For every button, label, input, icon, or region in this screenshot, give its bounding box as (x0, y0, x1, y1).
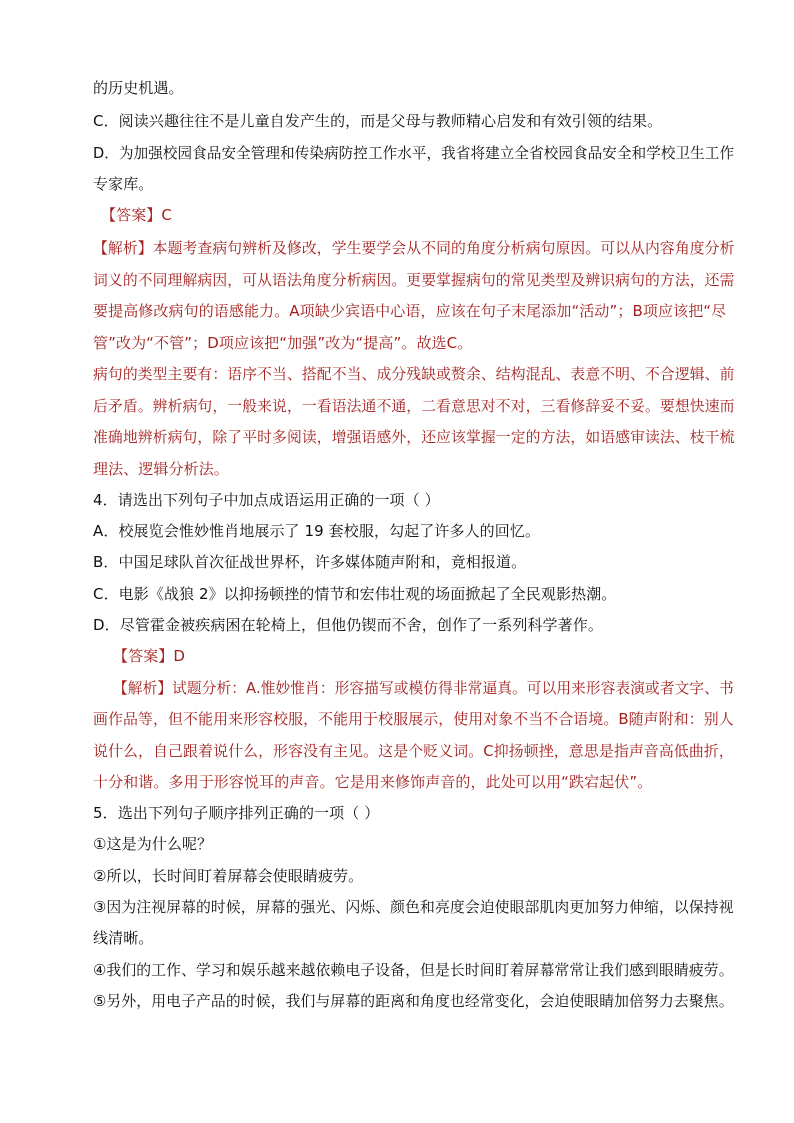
q3-analysis-line-5: 病句的类型主要有：语序不当、搭配不当、成分残缺或赘余、结构混乱、表意不明、不合逻辑、前 (93, 365, 735, 383)
q3-analysis-line-8: 理法、逻辑分析法。 (93, 460, 229, 478)
q4-analysis-line-1: 【解析】试题分析：A.惟妙惟肖：形容描写或模仿得非常逼真。可以用来形容表演或者文字、书 (113, 679, 734, 697)
answer-label: 【答案】 (101, 206, 162, 224)
q5-stem: 5．选出下列句子顺序排列正确的一项（ ） (93, 804, 380, 822)
q4-option-c: C．电影《战狼 2》以抑扬顿挫的情节和宏伟壮观的场面掀起了全民观影热潮。 (93, 585, 617, 603)
q4-analysis-line-4: 十分和谐。多用于形容悦耳的声音。它是用来修饰声音的，此处可以用“跌宕起伏”。 (93, 773, 653, 791)
q5-item-3-line-1: ③因为注视屏幕的时候，屏幕的强光、闪烁、颜色和亮度会迫使眼部肌肉更加努力伸缩，以保持视 (93, 898, 734, 916)
q4-analysis-line-2: 画作品等，但不能用来形容校服，不能用于校服展示，使用对象不当不合语境。B随声附和：别人 (93, 710, 734, 728)
q5-item-4: ④我们的工作、学习和娱乐越来越依赖电子设备，但是长时间盯着屏幕常常让我们感到眼睛疲劳。 (93, 961, 734, 979)
answer-value: C (161, 206, 172, 224)
q3-analysis-line-2: 词义的不同理解病因，可从语法角度分析病因。更要掌握病句的常见类型及辨识病句的方法，还需 (93, 271, 735, 289)
q5-item-5: ⑤另外，用电子产品的时候，我们与屏幕的距离和角度也经常变化，会迫使眼睛加倍努力去聚焦。 (93, 992, 734, 1010)
q3-analysis-line-7: 准确地辨析病句，除了平时多阅读，增强语感外，还应该掌握一定的方法，如语感审读法、枝干梳 (93, 428, 735, 446)
q3-analysis-line-1: 【解析】本题考查病句辨析及修改，学生要学会从不同的角度分析病句原因。可以从内容角度分析 (93, 239, 735, 257)
q3-answer (101, 205, 721, 225)
q5-item-3-line-2: 线清晰。 (93, 929, 154, 947)
q4-analysis-line-3: 说什么，自己跟着说什么，形容没有主见。这是个贬义词。C抑扬顿挫，意思是指声音高低曲折， (93, 742, 734, 760)
q4-option-b: B．中国足球队首次征战世界杯，许多媒体随声附和，竟相报道。 (93, 553, 527, 571)
prev-question-tail-line: 的历史机遇。 (93, 79, 184, 97)
answer-value: D (173, 647, 186, 665)
option-d-line-1: D．为加强校园食品安全管理和传染病防控工作水平，我省将建立全省校园食品安全和学校卫生工作 (93, 144, 735, 162)
option-d-line-2: 专家库。 (93, 175, 154, 193)
q4-answer (113, 646, 733, 666)
analysis-label: 【解析】 (113, 679, 173, 697)
q3-analysis-line-4: 管”改为“不管”；D项应该把“加强”改为“提高”。故选C。 (93, 334, 473, 352)
analysis-label: 【解析】 (93, 239, 153, 257)
option-c: C．阅读兴趣往往不是儿童自发产生的，而是父母与教师精心启发和有效引领的结果。 (93, 112, 663, 130)
q3-analysis-line-3: 要提高修改病句的语感能力。A项缺少宾语中心语，应该在句子末尾添加“活动”；B项应该把“尽 (93, 302, 727, 320)
q4-option-d: D．尽管霍金被疾病困在轮椅上，但他仍锲而不舍，创作了一系列科学著作。 (93, 616, 603, 634)
q3-analysis-line-6: 后矛盾。辨析病句，一般来说，一看语法通不通，二看意思对不对，三看修辞妥不妥。要想快速而 (93, 397, 735, 415)
q4-option-a: A．校展览会惟妙惟肖地展示了 19 套校服，勾起了许多人的回忆。 (93, 522, 541, 540)
q5-item-1: ①这是为什么呢？ (93, 835, 213, 853)
q4-stem: 4．请选出下列句子中加点成语运用正确的一项（ ） (93, 491, 440, 509)
answer-label: 【答案】 (113, 647, 174, 665)
q5-item-2: ②所以，长时间盯着屏幕会使眼睛疲劳。 (93, 867, 364, 885)
